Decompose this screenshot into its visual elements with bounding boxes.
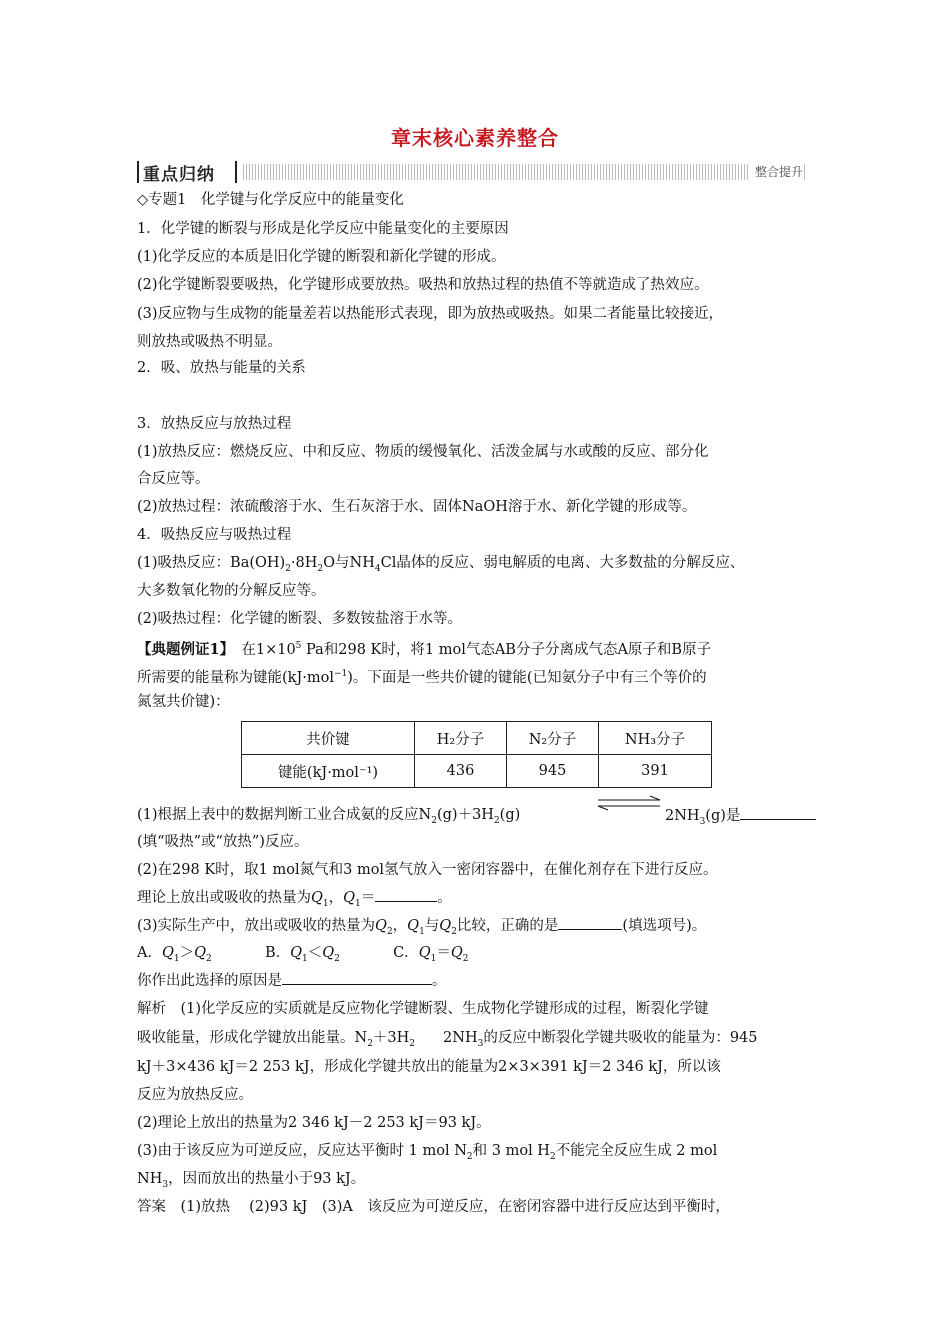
- banner-left-bar: [137, 161, 139, 183]
- text-line: (3)反应物与生成物的能量差若以热能形式表现，即为放热或吸热。如果二者能量比较接近，: [137, 306, 724, 322]
- banner-label: 重点归纳: [143, 165, 215, 185]
- text-line: 2．吸、放热与能量的关系: [137, 360, 306, 376]
- text-line: (1)化学反应的本质是旧化学键的断裂和新化学键的形成。: [137, 249, 506, 265]
- answer-blank[interactable]: [740, 805, 816, 820]
- question-line: 理论上放出或吸收的热量为$Q_1$，$Q_1=$ 。: [137, 887, 452, 914]
- question-line: (3)实际生产中，放出或吸收的热量为$Q_2$，$Q_1$与$Q_2$比较，正确的是 (填选项号)。: [137, 915, 706, 942]
- table-header-cell: 共价键: [242, 722, 415, 755]
- table-cell: 391: [599, 755, 712, 788]
- answer-line: 答案 (1)放热 (2)93 kJ (3)A 该反应为可逆反应，在密闭容器中进行反应达到平衡时，: [137, 1199, 730, 1215]
- table-header-cell: NH₃分子: [599, 722, 712, 755]
- analysis-line: (2)理论上放出的热量为2 346 kJ－2 253 kJ＝93 kJ。: [137, 1115, 491, 1131]
- text-line: (2)放热过程：浓硫酸溶于水、生石灰溶于水、固体NaOH溶于水、新化学键的形成等。: [137, 499, 697, 515]
- table-cell: 945: [507, 755, 599, 788]
- analysis-line: 吸收能量，形成化学键放出能量。$N_2+3H_2$ $2NH_3$的反应中断裂化学键共吸收的能量为：945: [137, 1030, 758, 1049]
- option-b: B．$Q_1<Q_2$: [264, 945, 340, 964]
- text-line: 合反应等。: [137, 471, 210, 487]
- question-line: (1)根据上表中的数据判断工业合成氨的反应$N_2(g)+3H_2(g)$: [137, 807, 521, 826]
- answer-blank[interactable]: [375, 887, 437, 902]
- answer-blank[interactable]: [282, 970, 432, 985]
- text-line: 大多数氧化物的分解反应等。: [137, 583, 326, 599]
- answer-blank[interactable]: [558, 915, 622, 930]
- question-line: $2NH_3(g)$是: [665, 805, 816, 832]
- analysis-line: 解析 (1)化学反应的实质就是反应物化学键断裂、生成物化学键形成的过程，断裂化学键: [137, 1001, 709, 1017]
- table-cell: 436: [415, 755, 507, 788]
- text-line: (2)吸热过程：化学键的断裂、多数铵盐溶于水等。: [137, 611, 463, 627]
- text-line: 1．化学键的断裂与形成是化学反应中能量变化的主要原因: [137, 221, 509, 237]
- table-row-label: 键能(kJ·mol⁻¹): [242, 755, 415, 788]
- option-c: C．$Q_1=Q_2$: [393, 945, 469, 964]
- analysis-line: (3)由于该反应为可逆反应，反应达平衡时 1 mol $N_2$和 3 mol $H_2$不能完全反应生成 2 mol: [137, 1143, 718, 1162]
- analysis-line: 反应为放热反应。: [137, 1087, 253, 1103]
- banner-stripe: [243, 164, 805, 180]
- topic-heading: ◇专题1 化学键与化学反应中的能量变化: [137, 192, 404, 208]
- text-line: 3．放热反应与放热过程: [137, 416, 292, 432]
- banner-sub: 整合提升: [749, 163, 803, 180]
- question-line: 你作出此选择的原因是 。: [137, 970, 447, 991]
- text-line: 则放热或吸热不明显。: [137, 334, 282, 350]
- text-line: 4．吸热反应与吸热过程: [137, 527, 292, 543]
- bond-energy-table: [241, 721, 712, 788]
- text-line: (1)放热反应：燃烧反应、中和反应、物质的缓慢氧化、活泼金属与水或酸的反应、部分化: [137, 444, 709, 460]
- text-line: (1)吸热反应：$Ba(OH)_2\cdot 8H_2O$与$NH_4Cl$晶体的反应、弱电解质的电离、大多数盐的分解反应、: [137, 555, 745, 574]
- example-line: 所需要的能量称为键能(kJ·mol$^{-1}$)。下面是一些共价键的键能(已知氨分子中有三个等价的: [137, 669, 707, 686]
- page-title: 章末核心素养整合: [391, 126, 559, 150]
- question-line: (填“吸热”或“放热”)反应。: [137, 834, 309, 850]
- example-tag: 【典题例证1】: [137, 640, 227, 658]
- options-line: [137, 943, 468, 969]
- table-header-cell: H₂分子: [415, 722, 507, 755]
- section-banner: [137, 160, 811, 184]
- equilibrium-arrow-icon: [596, 795, 662, 811]
- analysis-line: $NH_3$，因而放出的热量小于93 kJ。: [137, 1171, 366, 1190]
- table-header-cell: N₂分子: [507, 722, 599, 755]
- text-line: (2)化学键断裂要吸热，化学键形成要放热。吸热和放热过程的热值不等就造成了热效应。: [137, 277, 709, 293]
- analysis-line: kJ＋3×436 kJ＝2 253 kJ，形成化学键共放出的能量为2×3×391 kJ＝2 346 kJ，所以该: [137, 1059, 721, 1075]
- table-row: [242, 755, 712, 788]
- question-line: (2)在298 K时，取1 mol氮气和3 mol氢气放入一密闭容器中，在催化剂存在下进行反应。: [137, 862, 718, 878]
- example-line: 【典题例证1】 在$1\times 10^5$ Pa和298 K时，将1 mol气态AB分子分离成气态A原子和B原子: [137, 640, 712, 658]
- table-header-row: [242, 722, 712, 755]
- banner-right-bar: [235, 161, 237, 183]
- option-a: A．$Q_1>Q_2$: [137, 945, 212, 964]
- example-line: 氮氢共价键)：: [137, 694, 230, 710]
